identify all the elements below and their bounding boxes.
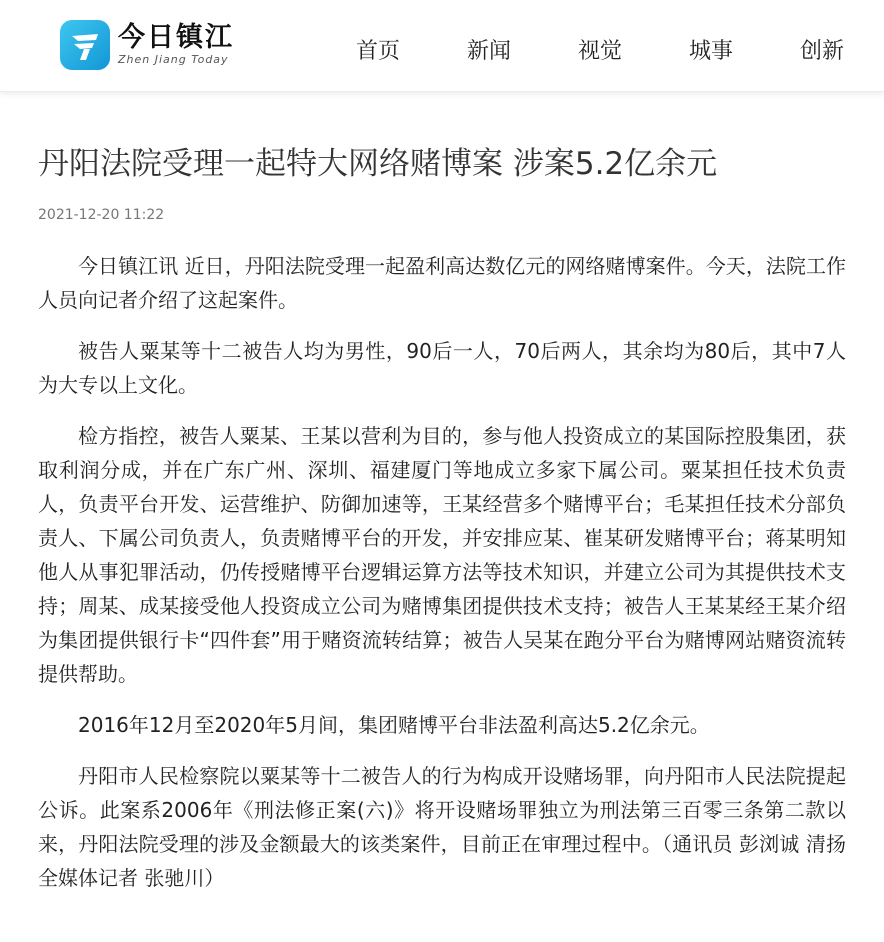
logo-title: 今日镇江 <box>118 22 234 53</box>
nav-item-city[interactable]: 城事 <box>689 39 734 64</box>
nav-item-news[interactable]: 新闻 <box>467 39 512 64</box>
nav-item-innovation[interactable]: 创新 <box>800 39 845 64</box>
logo-subtitle: Zhen Jiang Today <box>118 53 229 66</box>
article-paragraph: 被告人粟某等十二被告人均为男性，90后一人，70后两人，其余均为80后，其中7人为大专以上文化。 <box>38 339 846 397</box>
nav-item-home[interactable]: 首页 <box>356 39 401 64</box>
logo-icon <box>60 20 110 70</box>
article-paragraph: 今日镇江讯 近日，丹阳法院受理一起盈利高达数亿元的网络赌博案件。今天，法院工作人员向记者介绍了这起案件。 <box>38 254 846 312</box>
site-header <box>0 0 884 92</box>
article-date: 2021-12-20 11:22 <box>38 207 165 223</box>
site-logo[interactable] <box>60 20 234 70</box>
article <box>38 140 846 912</box>
nav-item-visual[interactable]: 视觉 <box>578 39 623 64</box>
article-paragraph: 2016年12月至2020年5月间，集团赌博平台非法盈利高达5.2亿余元。 <box>78 713 710 737</box>
article-paragraph: 丹阳市人民检察院以粟某等十二被告人的行为构成开设赌场罪，向丹阳市人民法院提起公诉。此案系2006年《刑法修正案(六)》将开设赌场罪独立为刑法第三百零三条第二款以来，丹阳法院受理的涉及金额最大的该类案件，目前正在审理过程中。（通讯员 彭浏诚 清扬 全媒体记者 张驰川） <box>38 764 846 890</box>
main-nav <box>356 34 884 65</box>
article-body <box>38 249 846 895</box>
article-paragraph: 检方指控，被告人粟某、王某以营利为目的，参与他人投资成立的某国际控股集团，获取利润分成，并在广东广州、深圳、福建厦门等地成立多家下属公司。粟某担任技术负责人，负责平台开发、运营维护、防御加速等，王某经营多个赌博平台；毛某担任技术分部负责人、下属公司负责人，负责赌博平台的开发，并安排应某、崔某研发赌博平台；蒋某明知他人从事犯罪活动，仍传授赌博平台逻辑运算方法等技术知识，并建立公司为其提供技术支持；周某、成某接受他人投资成立公司为赌博集团提供技术支持；被告人王某某经王某介绍为集团提供银行卡“四件套”用于赌资流转结算；被告人吴某在跑分平台为赌博网站赌资流转提供帮助。 <box>38 424 846 686</box>
article-title: 丹阳法院受理一起特大网络赌博案 涉案5.2亿余元 <box>38 146 718 182</box>
logo-text <box>118 23 234 67</box>
